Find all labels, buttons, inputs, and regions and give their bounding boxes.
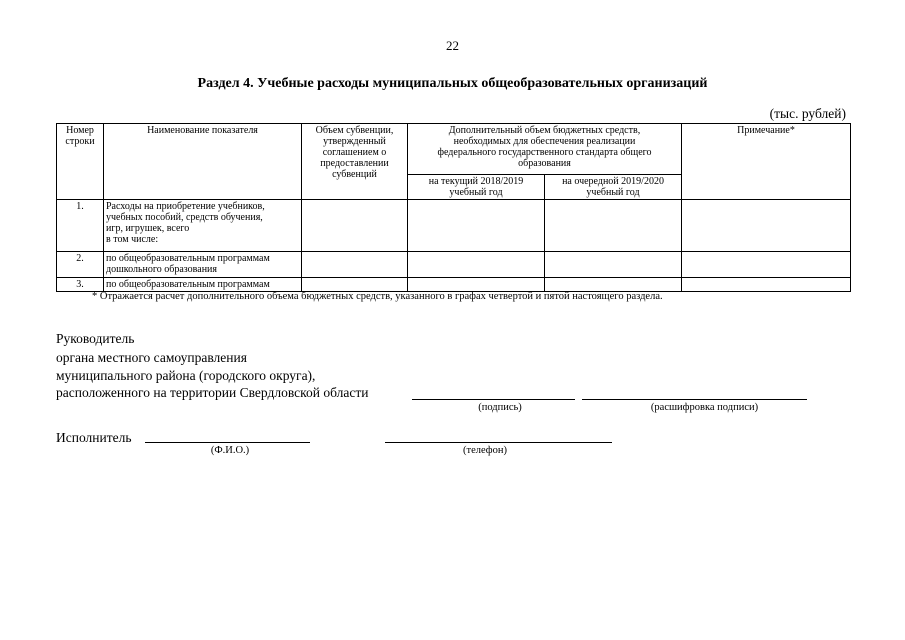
- cell-empty: [545, 200, 682, 252]
- table-row: [57, 278, 851, 292]
- executor-phone-line[interactable]: [385, 442, 612, 443]
- footnote: * Отражается расчет дополнительного объема бюджетных средств, указанного в графах четвертой и пятой настоящего раздела.: [92, 291, 663, 302]
- row-number: 1.: [57, 200, 104, 252]
- signature-body-line: органа местного самоуправления: [56, 350, 247, 365]
- signature-region-line: расположенного на территории Свердловской области: [56, 385, 369, 400]
- cell-empty: [682, 278, 851, 292]
- cell-empty: [545, 278, 682, 292]
- signature-district-line: муниципального района (городского округа),: [56, 368, 316, 383]
- cell-empty: [545, 252, 682, 278]
- cell-empty: [302, 252, 408, 278]
- row-label: по общеобразовательным программам: [104, 278, 302, 292]
- executor-phone-caption: (телефон): [463, 445, 507, 456]
- row-label: Расходы на приобретение учебников, учебных пособий, средств обучения, игр, игрушек, всего в том числе:: [104, 200, 302, 252]
- header-note: Примечание*: [682, 124, 851, 200]
- signature-head-line: Руководитель: [56, 331, 135, 346]
- decode-caption: (расшифровка подписи): [650, 402, 759, 413]
- cell-empty: [408, 278, 545, 292]
- cell-empty: [302, 200, 408, 252]
- cell-empty: [682, 252, 851, 278]
- header-indicator: Наименование показателя: [104, 124, 302, 200]
- header-subsidy: Объем субвенции, утвержденный соглашением о предоставлении субвенций: [302, 124, 408, 200]
- decode-line[interactable]: [582, 399, 807, 400]
- units-label: (тыс. рублей): [769, 106, 846, 121]
- header-row-number: Номер строки: [57, 124, 104, 200]
- table-row: [57, 200, 851, 252]
- row-number: 2.: [57, 252, 104, 278]
- cell-empty: [682, 200, 851, 252]
- executor-name-line[interactable]: [145, 442, 310, 443]
- row-number: 3.: [57, 278, 104, 292]
- header-additional-volume: Дополнительный объем бюджетных средств, необходимых для обеспечения реализации федерального государственного стандарта общего образования: [408, 124, 682, 175]
- page-number: 22: [446, 38, 459, 53]
- expenses-table: [56, 123, 851, 292]
- header-current-year: на текущий 2018/2019 учебный год: [408, 175, 545, 200]
- signature-line[interactable]: [412, 399, 575, 400]
- table-row: [57, 252, 851, 278]
- executor-label: Исполнитель: [56, 430, 132, 445]
- cell-empty: [408, 200, 545, 252]
- cell-empty: [408, 252, 545, 278]
- section-title: Раздел 4. Учебные расходы муниципальных общеобразовательных организаций: [197, 76, 708, 91]
- signature-caption: (подпись): [478, 402, 522, 413]
- row-label: по общеобразовательным программам дошкольного образования: [104, 252, 302, 278]
- executor-name-caption: (Ф.И.О.): [210, 445, 250, 456]
- cell-empty: [302, 278, 408, 292]
- header-next-year: на очередной 2019/2020 учебный год: [545, 175, 682, 200]
